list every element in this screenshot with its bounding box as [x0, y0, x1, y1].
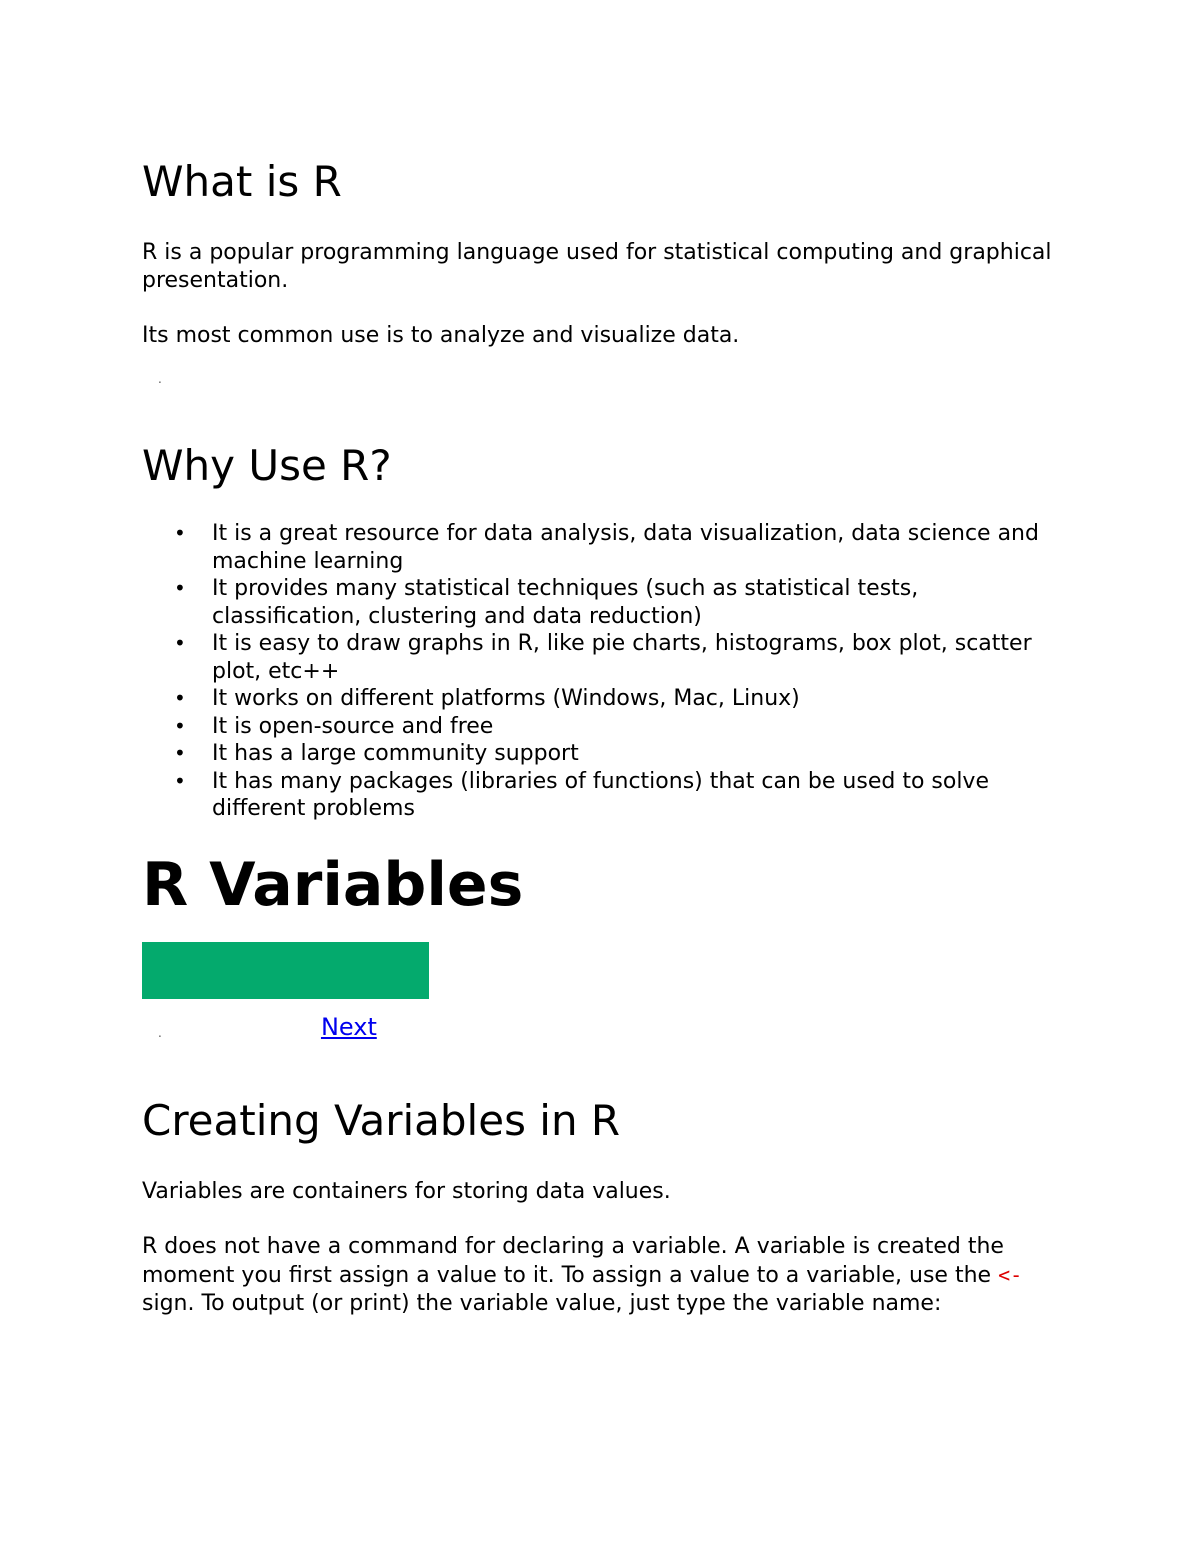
bullet-icon: •: [174, 768, 186, 793]
prev-next-navbar: [142, 942, 429, 1041]
paragraph-r-description: R is a popular programming language used for statistical computing and graphical presentation.: [142, 240, 1052, 293]
list-item: • It is open-source and free: [174, 713, 494, 739]
paragraph-common-use: Its most common use is to analyze and visualize data.: [142, 323, 740, 348]
why-use-r-list: [142, 520, 1042, 823]
next-link[interactable]: Next: [320, 1013, 377, 1041]
bullet-icon: •: [174, 521, 186, 545]
chevron-right-icon: ❯: [384, 1013, 405, 1041]
separator-dot: .: [158, 1026, 162, 1040]
list-item: • It has many packages (libraries of functions) that can be used to solve different problems: [174, 768, 989, 821]
separator-dot: .: [158, 372, 162, 386]
heading-creating-variables: Creating Variables in R: [142, 1096, 621, 1145]
bullet-icon: •: [174, 713, 186, 738]
previous-link[interactable]: ❮ Previous: [176, 1013, 321, 1041]
heading-what-is-r: What is R: [142, 157, 342, 206]
paragraph-assign-variable: R does not have a command for declaring a variable. A variable is created the moment you first assign a value to it. To assign a value to a variable, use the <- sign. To output (or print) the variable value, just type the variable name:: [142, 1234, 1023, 1316]
paragraph-variables-containers: Variables are containers for storing data values.: [142, 1179, 671, 1204]
list-item: • It is a great resource for data analysis, data visualization, data science and machine learning: [174, 521, 1039, 574]
next-chevron-link[interactable]: [377, 1013, 405, 1041]
assignment-operator-code: <-: [998, 1263, 1023, 1287]
bullet-icon: •: [174, 741, 186, 765]
bullet-icon: •: [174, 631, 186, 655]
list-item: • It is easy to draw graphs in R, like pie charts, histograms, box plot, scatter plot, etc++: [174, 631, 1032, 684]
list-item: • It works on different platforms (Windows, Mac, Linux): [174, 686, 800, 711]
heading-why-use-r: Why Use R?: [142, 441, 392, 490]
list-item: • It has a large community support: [174, 741, 579, 766]
bullet-icon: •: [174, 576, 186, 600]
bullet-icon: •: [174, 686, 186, 710]
page-title-r-variables: R Variables: [142, 850, 524, 920]
chevron-left-icon: ❮: [176, 1013, 197, 1041]
list-item: • It provides many statistical techniques (such as statistical tests, classification, clustering and data reduction): [174, 576, 919, 629]
